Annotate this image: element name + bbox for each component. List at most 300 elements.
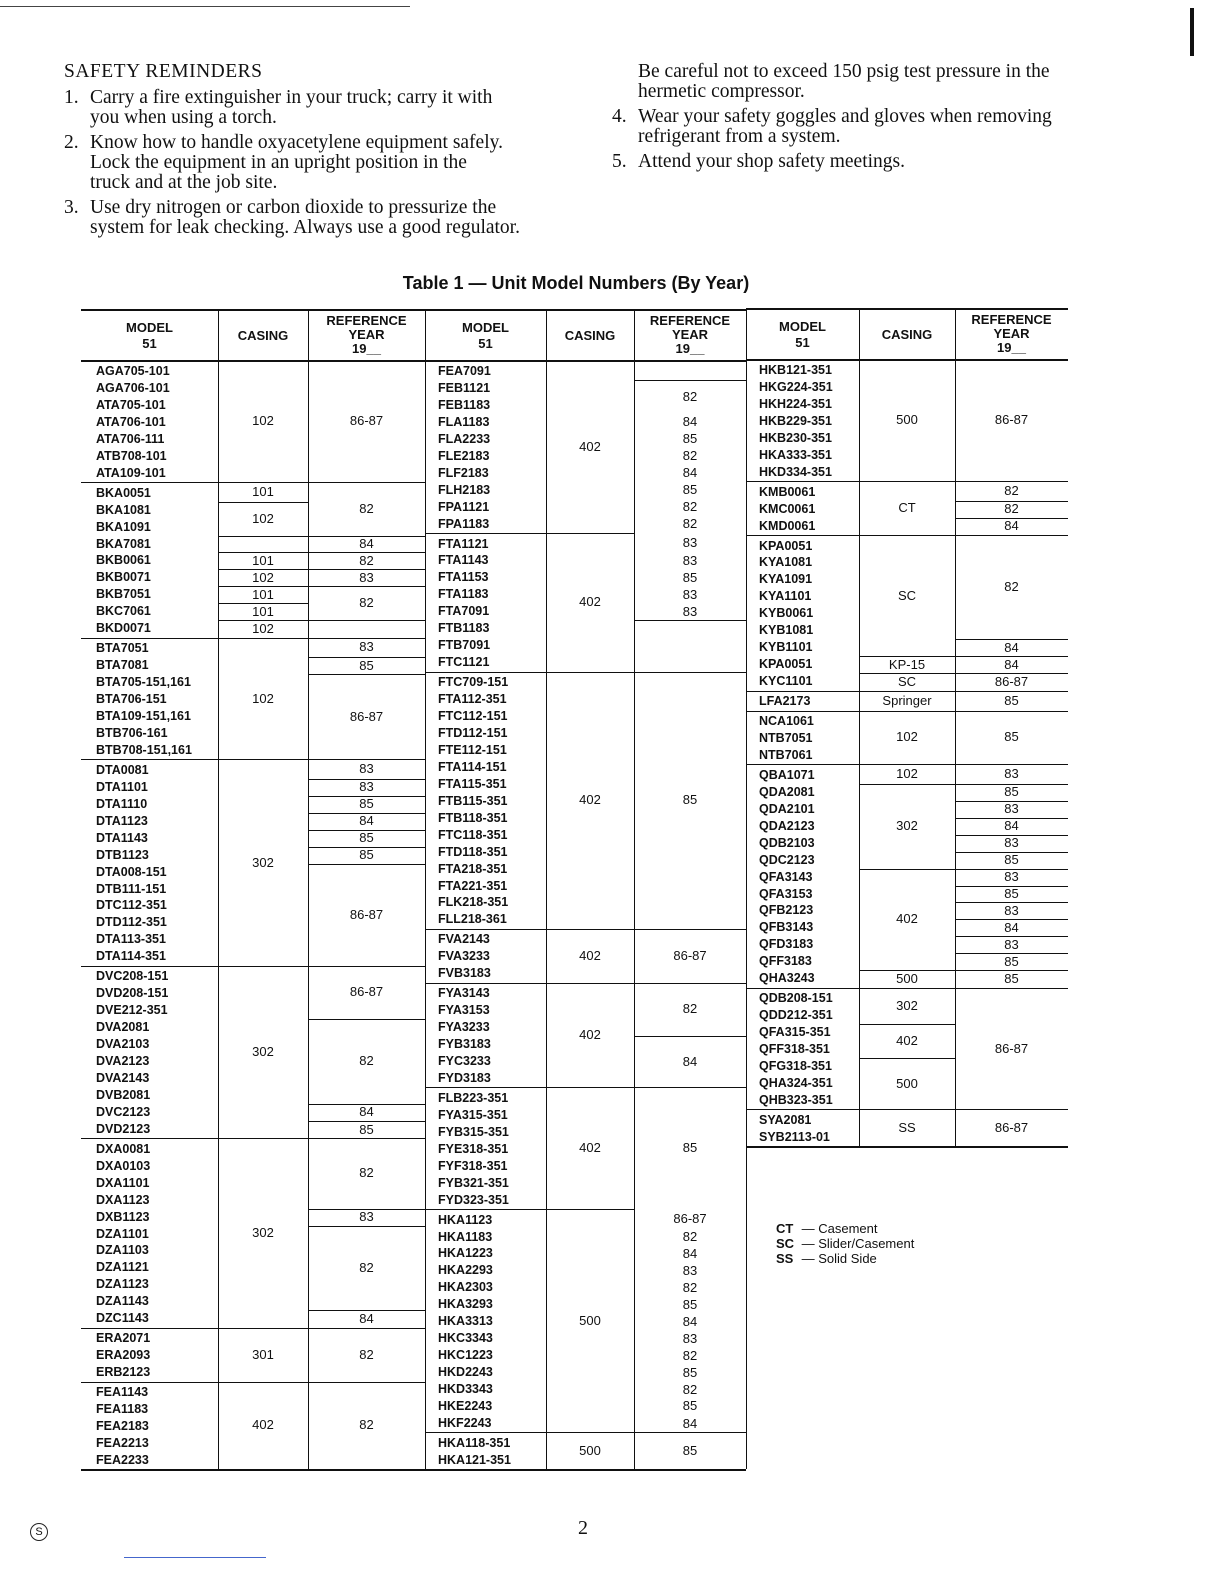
casing-cell: 500 [896,412,918,428]
year-cell: 82 [359,1417,374,1433]
model-cell: FTC112-151 [438,709,508,723]
year-rule [634,983,746,984]
model-cell: BKA0051 [96,485,151,500]
section-rule [746,535,859,536]
casing-rule [859,481,955,482]
model-cell: ERA2071 [96,1331,151,1346]
section-rule [746,1109,859,1110]
year-cell: 83 [1004,801,1019,817]
casing-cell: 102 [252,413,274,429]
model-cell: HKB230-351 [759,430,832,445]
model-cell: DVA2123 [96,1054,150,1068]
model-cell: FVB3183 [438,966,491,981]
casing-rule [218,1382,308,1383]
model-cell: AGA706-101 [96,380,170,395]
casing-cell: 101 [252,586,274,602]
header-divider [546,309,547,360]
model-cell: FPA1183 [438,516,490,531]
casing-cell: 500 [579,1442,601,1458]
model-cell: HKA333-351 [759,447,832,462]
model-cell: DVD2123 [96,1121,151,1136]
year-cell: 86-87 [673,947,707,963]
model-cell: FTA112-351 [438,692,507,707]
year-cell: 86-87 [994,412,1029,428]
casing-cell: SC [897,673,917,689]
model-cell: FYD323-351 [438,1192,509,1207]
casing-rule [859,711,955,712]
column-bottom-rule [425,1469,746,1471]
year-cell: 84 [1004,639,1019,655]
model-cell: QDB208-151 [759,991,833,1006]
safety-item-5: 5. Attend your shop safety meetings. [612,151,905,172]
casing-rule [859,1024,955,1025]
casing-rule [859,535,955,536]
casing-rule [546,533,634,534]
model-cell: DTC112-351 [96,898,167,913]
legend-ct: CT — Casement [776,1221,878,1236]
year-cell: 82 [1004,501,1019,517]
model-cell: FYB315-351 [438,1124,509,1139]
year-cell: 83 [682,603,698,619]
model-cell: DZC1143 [96,1311,149,1326]
model-cell: BKA1091 [96,519,151,534]
casing-left-rule [218,360,219,1469]
year-left-rule [955,359,956,1146]
model-cell: FEA1183 [96,1402,149,1416]
model-cell: DVA2143 [96,1070,150,1085]
model-cell: DTA008-151 [96,864,167,879]
casing-rule [859,1058,955,1059]
section-rule [425,929,546,930]
model-cell: FYB3183 [438,1037,491,1052]
year-rule [634,672,746,673]
model-cell: ATA706-111 [96,431,165,446]
model-cell: HKA2293 [438,1263,493,1278]
model-cell: QFF3183 [759,954,812,969]
model-cell: FLH2183 [438,482,491,497]
year-cell: 82 [359,1053,374,1069]
year-cell: 86-87 [994,673,1029,689]
model-cell: HKC1223 [438,1348,493,1363]
section-rule [425,1432,546,1433]
section-rule [81,638,218,639]
model-cell: FTC1121 [438,655,490,670]
year-cell: 83 [359,1209,374,1225]
model-cell: FTB118-351 [438,810,508,825]
casing-cell: 402 [579,1140,601,1156]
header-model-51: 51 [478,336,493,351]
year-cell: 83 [682,552,698,568]
year-cell: 83 [682,1330,698,1346]
year-cell: 82 [1004,579,1019,595]
year-rule [955,988,1068,989]
model-cell: HKA1223 [438,1246,493,1261]
year-rule [308,1138,425,1139]
casing-cell: 402 [252,1417,274,1433]
model-cell: QFA3143 [759,869,813,884]
model-cell: QDA2101 [759,801,815,816]
safety-item-3-cont: Be careful not to exceed 150 psig test pressure in the hermetic compressor. [638,61,1050,102]
model-cell: DVC2123 [96,1104,151,1119]
model-cell: QFB2123 [759,903,814,918]
casing-rule [859,784,955,785]
header-divider [955,308,956,359]
legend-ss: SS — Solid Side [776,1251,877,1266]
year-cell: 86-87 [349,413,384,429]
model-cell: BTA705-151,161 [96,675,191,690]
year-cell: 83 [1004,766,1019,782]
year-cell: 83 [359,779,374,795]
model-cell: BKD0071 [96,621,151,636]
casing-cell: 101 [252,483,274,499]
year-cell: 85 [682,1140,698,1156]
year-cell: 85 [1004,885,1019,901]
model-cell: KMC0061 [759,501,816,516]
model-cell: FTA115-351 [438,776,507,791]
model-cell: QDD212-351 [759,1008,833,1023]
model-cell: FTC709-151 [438,675,509,690]
year-left-rule [634,360,635,1469]
year-rule [634,1432,746,1433]
year-cell: 85 [359,657,374,673]
model-cell: DTA0081 [96,762,149,777]
model-cell: QFG318-351 [759,1059,832,1073]
model-cell: ERA2093 [96,1348,151,1363]
casing-cell: 301 [252,1346,274,1362]
table-title: Table 1 — Unit Model Numbers (By Year) [402,273,750,293]
section-rule [746,691,859,692]
model-cell: HKA3313 [438,1314,493,1329]
casing-rule [218,638,308,639]
legend-sc: SC — Slider/Casement [776,1236,915,1251]
year-cell: 83 [1004,869,1019,885]
header-casing: CASING [237,328,289,343]
year-cell: 83 [682,1262,698,1278]
year-cell: 83 [682,586,698,602]
model-cell: DTB1123 [96,847,149,862]
model-cell: QDA2123 [759,818,815,833]
model-cell: NTB7051 [759,730,813,745]
model-cell: BTA109-151,161 [96,709,191,723]
casing-rule [859,1109,955,1110]
model-cell: KYA1081 [759,555,813,570]
model-cell: BKB0071 [96,570,151,585]
model-cell: BKB7051 [96,587,151,602]
safety-item-3: 3. Use dry nitrogen or carbon dioxide to pressurize the system for leak checking. Always use a good regulator. [64,197,520,238]
model-cell: QHA3243 [759,971,815,986]
section-rule [746,711,859,712]
model-cell: FYC3233 [438,1054,491,1068]
model-cell: FTB1183 [438,621,490,636]
column-left-rule [746,308,747,1146]
casing-cell: 101 [252,552,274,568]
year-cell: 84 [682,1313,698,1329]
section-rule [425,1087,546,1088]
year-cell: 84 [1004,656,1019,672]
model-cell: FYD3183 [438,1070,491,1085]
year-rule [308,674,425,675]
model-cell: DTA1123 [96,813,148,828]
model-cell: FYA315-351 [438,1107,508,1122]
model-cell: LFA2173 [759,694,811,709]
model-cell: FVA3233 [438,949,490,964]
model-cell: NTB7061 [759,747,813,762]
model-cell: HKB229-351 [759,413,832,428]
casing-cell: 102 [896,729,918,745]
model-cell: KYC1101 [759,674,813,689]
year-cell: 84 [682,414,698,430]
casing-cell: 500 [896,1075,918,1091]
casing-rule [546,1432,634,1433]
service-mark-icon: S [30,1523,48,1541]
casing-rule [546,1087,634,1088]
year-cell: 82 [682,499,698,515]
header-bottom-rule [425,360,746,362]
casing-cell: 402 [579,1027,601,1043]
casing-cell: 102 [896,766,918,782]
header-divider [634,309,635,360]
header-bottom-rule [746,359,1068,361]
year-rule [308,1328,425,1329]
safety-title: SAFETY REMINDERS [64,61,263,82]
model-cell: FTA1153 [438,570,489,585]
model-cell: ATA109-101 [96,465,166,480]
model-cell: FPA1121 [438,499,490,514]
model-cell: SYA2081 [759,1112,812,1127]
model-cell: FLA1183 [438,414,490,429]
model-cell: BTB706-161 [96,725,168,740]
casing-cell: 302 [896,818,918,834]
header-model-51: 51 [795,335,810,350]
model-cell: DTD112-351 [96,915,167,930]
year-cell: 82 [359,552,374,568]
year-cell: 82 [682,388,698,404]
year-rule [308,966,425,967]
model-cell: HKD2243 [438,1365,493,1380]
year-cell: 83 [682,534,698,550]
year-cell: 86-87 [349,708,384,724]
year-left-rule [308,360,309,1469]
casing-cell: SC [897,587,917,603]
year-cell: 85 [1004,784,1019,800]
year-cell: 86-87 [349,984,384,1000]
model-cell: FTA221-351 [438,878,508,893]
model-cell: DVA2081 [96,1020,150,1035]
year-cell: 85 [1004,970,1019,986]
safety-item-4: 4. Wear your safety goggles and gloves when removing refrigerant from a system. [612,106,1052,147]
header-reference: REFERENCE [326,313,407,328]
model-cell: DVA2103 [96,1037,150,1052]
casing-cell: 302 [252,1224,274,1240]
model-cell: DXA1101 [96,1175,150,1190]
model-cell: FEB1121 [438,380,491,395]
casing-cell: 402 [579,438,601,454]
model-cell: HKA1183 [438,1229,493,1244]
year-rule [308,1019,425,1020]
header-casing: CASING [564,328,616,343]
casing-cell: CT [898,500,916,516]
casing-cell: 500 [579,1312,601,1328]
casing-cell: 402 [579,792,601,808]
year-cell: 85 [682,1398,698,1414]
casing-cell: KP-15 [888,656,926,672]
year-cell: 84 [1004,518,1019,534]
casing-cell: SS [898,1119,916,1135]
model-cell: BTB708-151,161 [96,742,192,757]
header-19: 19__ [352,341,381,356]
model-cell: QFF318-351 [759,1042,830,1057]
model-cell: DVD208-151 [96,986,169,1001]
model-cell: FTE112-151 [438,742,507,757]
model-cell: DVB2081 [96,1087,151,1102]
model-cell: DZA1101 [96,1226,149,1241]
model-cell: HKC3343 [438,1331,493,1346]
year-cell: 85 [682,1364,698,1380]
section-rule [746,764,859,765]
year-cell: 84 [682,1053,698,1069]
model-cell: ATB708-101 [96,448,167,463]
page-number: 2 [578,1517,588,1539]
model-cell: ATA706-101 [96,414,166,429]
header-year: YEAR [993,326,1030,341]
model-cell: DVC208-151 [96,969,169,984]
year-cell: 84 [682,465,698,481]
section-rule [81,759,218,760]
year-rule [634,380,746,381]
section-rule [81,1328,218,1329]
header-year: YEAR [671,327,709,342]
model-cell: KYB1081 [759,623,814,638]
legend [776,1221,914,1266]
model-cell: HKA118-351 [438,1435,511,1450]
model-cell: DXA0103 [96,1158,151,1173]
casing-cell: 102 [252,569,274,585]
header-divider [308,309,309,360]
model-cell: HKA2303 [438,1280,493,1295]
model-cell: FTA1121 [438,536,489,551]
casing-cell: 402 [896,911,918,927]
casing-rule [546,672,634,673]
casing-cell: 302 [252,1044,274,1059]
casing-rule [546,983,634,984]
model-cell: FYF318-351 [438,1158,508,1173]
model-cell: DTA114-351 [96,949,166,964]
year-rule [955,535,1068,536]
casing-cell: 302 [252,854,274,870]
model-cell: QBA1071 [759,767,815,782]
casing-cell: 402 [579,947,601,963]
model-cell: FYA3153 [438,1003,490,1018]
bottom-rule [124,1557,266,1558]
model-cell: BKC7061 [96,604,151,619]
casing-cell: Springer [882,692,932,708]
model-cell: QDA2081 [759,784,815,799]
year-cell: 85 [682,431,698,447]
casing-cell: 102 [252,620,274,636]
year-cell: 83 [359,761,374,777]
header-casing: CASING [881,327,933,342]
header-divider [859,308,860,359]
year-cell: 83 [359,569,374,585]
model-cell: KPA0051 [759,538,813,553]
year-cell: 82 [682,1347,698,1363]
casing-cell: 402 [896,1033,918,1049]
model-cell: DTB111-151 [96,881,167,896]
year-cell: 85 [682,482,698,498]
model-cell: BTA7051 [96,641,149,656]
model-cell: KYA1101 [759,589,812,604]
model-cell: QHB323-351 [759,1092,833,1107]
year-cell: 84 [682,1415,698,1431]
model-cell: FTB115-351 [438,793,508,808]
header-top-rule [746,308,1068,310]
header-model-51: 51 [142,336,157,351]
model-cell: QFB3143 [759,920,814,935]
model-cell: DZA1123 [96,1277,149,1292]
casing-rule [218,536,308,537]
model-cell: FTA218-351 [438,861,508,876]
safety-item-2: 2. Know how to handle oxyacetylene equipment safely. Lock the equipment in an upright position in the truck and at the job site. [64,132,503,193]
model-cell: FLB223-351 [438,1090,509,1105]
section-rule [81,1382,218,1383]
section-rule [425,1209,546,1210]
year-cell: 82 [359,1259,374,1275]
year-cell: 82 [682,1228,698,1244]
column-bottom-rule [746,1146,1068,1148]
safety-item-1: 1. Carry a fire extinguisher in your truck; carry it with you when using a torch. [64,87,493,128]
casing-cell: 101 [252,603,274,619]
model-cell: FTB7091 [438,638,491,653]
year-rule [308,864,425,865]
section-rule [746,988,859,989]
casing-cell: 500 [896,970,918,986]
model-cell: FTA1183 [438,587,489,602]
model-cell: FYB321-351 [438,1175,509,1190]
year-cell: 84 [359,1104,374,1120]
model-cell: AGA705-101 [96,364,170,378]
section-rule [81,1138,218,1139]
year-cell: 84 [359,535,374,551]
header-model: MODEL [462,320,509,335]
year-cell: 82 [359,595,374,611]
model-cell: HKH224-351 [759,396,832,411]
year-rule [308,482,425,483]
year-rule [955,1109,1068,1110]
model-cell: KMB0061 [759,484,816,499]
header-19: 19__ [675,341,705,356]
model-cell: NCA1061 [759,714,814,728]
column-bottom-rule [81,1469,425,1471]
model-cell: FEB1183 [438,397,491,412]
model-cell: HKG224-351 [759,379,833,394]
model-cell: HKA3293 [438,1297,493,1312]
casing-rule [546,1209,634,1210]
year-cell: 82 [359,1165,374,1181]
year-cell: 85 [1004,729,1019,745]
casing-rule [218,1328,308,1329]
year-rule [634,1087,746,1088]
model-cell: FTA7091 [438,604,490,619]
year-rule [634,929,746,930]
casing-left-rule [546,360,547,1469]
model-cell: DVE212-351 [96,1003,168,1018]
year-cell: 85 [359,1121,374,1137]
model-cell: FEA7091 [438,364,491,378]
year-cell: 82 [1004,482,1019,498]
casing-rule [218,502,308,503]
model-cell: FTA1143 [438,553,489,568]
section-rule [425,533,546,534]
